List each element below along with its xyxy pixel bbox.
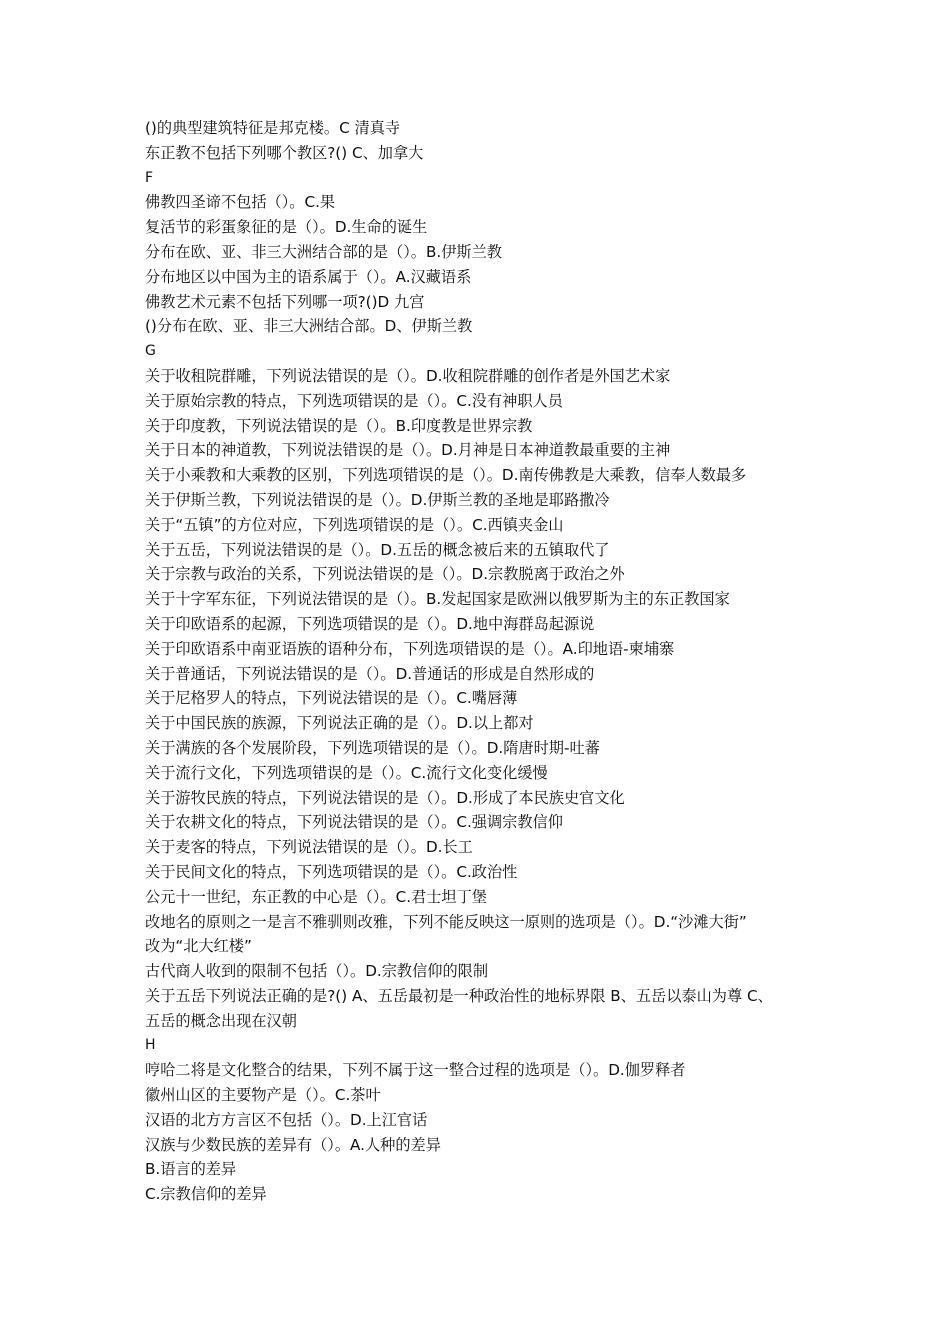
text-line: 分布地区以中国为主的语系属于（）。A.汉藏语系 bbox=[145, 267, 472, 286]
text-line: 关于中国民族的族源，下列说法正确的是（）。D.以上都对 bbox=[145, 714, 534, 733]
text-line: C.宗教信仰的差异 bbox=[145, 1185, 267, 1204]
text-line: 关于宗教与政治的关系，下列说法错误的是（）。D.宗教脱离于政治之外 bbox=[145, 565, 625, 584]
text-line: 关于“五镇”的方位对应，下列选项错误的是（）。C.西镇夹金山 bbox=[145, 515, 564, 534]
text-line: 徽州山区的主要物产是（）。C.茶叶 bbox=[145, 1086, 381, 1105]
text-line: B.语言的差异 bbox=[145, 1160, 237, 1179]
text-line: 关于农耕文化的特点，下列说法错误的是（）。C.强调宗教信仰 bbox=[145, 813, 563, 832]
text-line: 古代商人收到的限制不包括（）。D.宗教信仰的限制 bbox=[145, 962, 489, 981]
text-line: 公元十一世纪，东正教的中心是（）。C.君士坦丁堡 bbox=[145, 887, 487, 906]
text-line: 关于流行文化，下列选项错误的是（）。C.流行文化变化缓慢 bbox=[145, 763, 548, 782]
section-letter-heading: F bbox=[145, 169, 154, 186]
text-line: 关于麦客的特点，下列说法错误的是（）。D.长工 bbox=[145, 838, 473, 857]
text-line: 关于小乘教和大乘教的区别，下列选项错误的是（）。D.南传佛教是大乘教，信奉人数最多 bbox=[145, 466, 747, 485]
text-line: 关于尼格罗人的特点，下列说法错误的是（）。C.嘴唇薄 bbox=[145, 689, 518, 708]
text-line: 关于原始宗教的特点，下列选项错误的是（）。C.没有神职人员 bbox=[145, 391, 563, 410]
text-line: 分布在欧、亚、非三大洲结合部的是（）。B.伊斯兰教 bbox=[145, 242, 502, 261]
text-line: ()分布在欧、亚、非三大洲结合部。D、伊斯兰教 bbox=[145, 317, 473, 336]
text-line: ()的典型建筑特征是邦克楼。C 清真寺 bbox=[145, 119, 401, 137]
text-line: 五岳的概念出现在汉朝 bbox=[145, 1011, 297, 1030]
text-line: 关于普通话，下列说法错误的是（）。D.普通话的形成是自然形成的 bbox=[145, 664, 595, 683]
text-line: 关于五岳下列说法正确的是?() A、五岳最初是一种政治性的地标界限 B、五岳以泰山为尊 C、 bbox=[145, 986, 773, 1005]
text-line: 关于印欧语系的起源，下列选项错误的是（）。D.地中海群岛起源说 bbox=[145, 614, 595, 633]
text-line: 汉语的北方方言区不包括（）。D.上江官话 bbox=[145, 1110, 428, 1129]
text-line: 汉族与少数民族的差异有（）。A.人种的差异 bbox=[145, 1135, 441, 1154]
text-line: 佛教四圣谛不包括（）。C.果 bbox=[145, 193, 336, 212]
text-line: 东正教不包括下列哪个教区?() C、加拿大 bbox=[145, 143, 424, 162]
text-line: 佛教艺术元素不包括下列哪一项?()D 九宫 bbox=[145, 292, 425, 311]
text-line: 关于民间文化的特点，下列选项错误的是（）。C.政治性 bbox=[145, 862, 518, 881]
text-line: 改为“北大红楼” bbox=[145, 937, 252, 956]
text-line: 关于印度教，下列说法错误的是（）。B.印度教是世界宗教 bbox=[145, 416, 533, 435]
section-letter-heading: G bbox=[145, 343, 156, 360]
text-line: 关于伊斯兰教，下列说法错误的是（）。D.伊斯兰教的圣地是耶路撒冷 bbox=[145, 490, 610, 509]
text-line: 改地名的原则之一是言不雅驯则改雅，下列不能反映这一原则的选项是（）。D.“沙滩大街” bbox=[145, 912, 747, 931]
text-line: 关于游牧民族的特点，下列说法错误的是（）。D.形成了本民族史官文化 bbox=[145, 788, 625, 807]
text-line: 复活节的彩蛋象征的是（）。D.生命的诞生 bbox=[145, 218, 428, 237]
section-letter-heading: H bbox=[145, 1037, 156, 1054]
text-line: 哼哈二将是文化整合的结果，下列不属于这一整合过程的选项是（）。D.伽罗释者 bbox=[145, 1061, 686, 1080]
text-line: 关于五岳，下列说法错误的是（）。D.五岳的概念被后来的五镇取代了 bbox=[145, 540, 610, 559]
text-line: 关于收租院群雕，下列说法错误的是（）。D.收租院群雕的创作者是外国艺术家 bbox=[145, 366, 671, 385]
text-line: 关于日本的神道教，下列说法错误的是（）。D.月神是日本神道教最重要的主神 bbox=[145, 441, 671, 460]
document-page bbox=[145, 116, 825, 1207]
text-line: 关于满族的各个发展阶段，下列选项错误的是（）。D.隋唐时期-吐蕃 bbox=[145, 738, 600, 757]
text-line: 关于十字军东征，下列说法错误的是（）。B.发起国家是欧洲以俄罗斯为主的东正教国家 bbox=[145, 590, 730, 609]
text-line: 关于印欧语系中南亚语族的语种分布，下列选项错误的是（）。A.印地语-柬埔寨 bbox=[145, 639, 675, 658]
